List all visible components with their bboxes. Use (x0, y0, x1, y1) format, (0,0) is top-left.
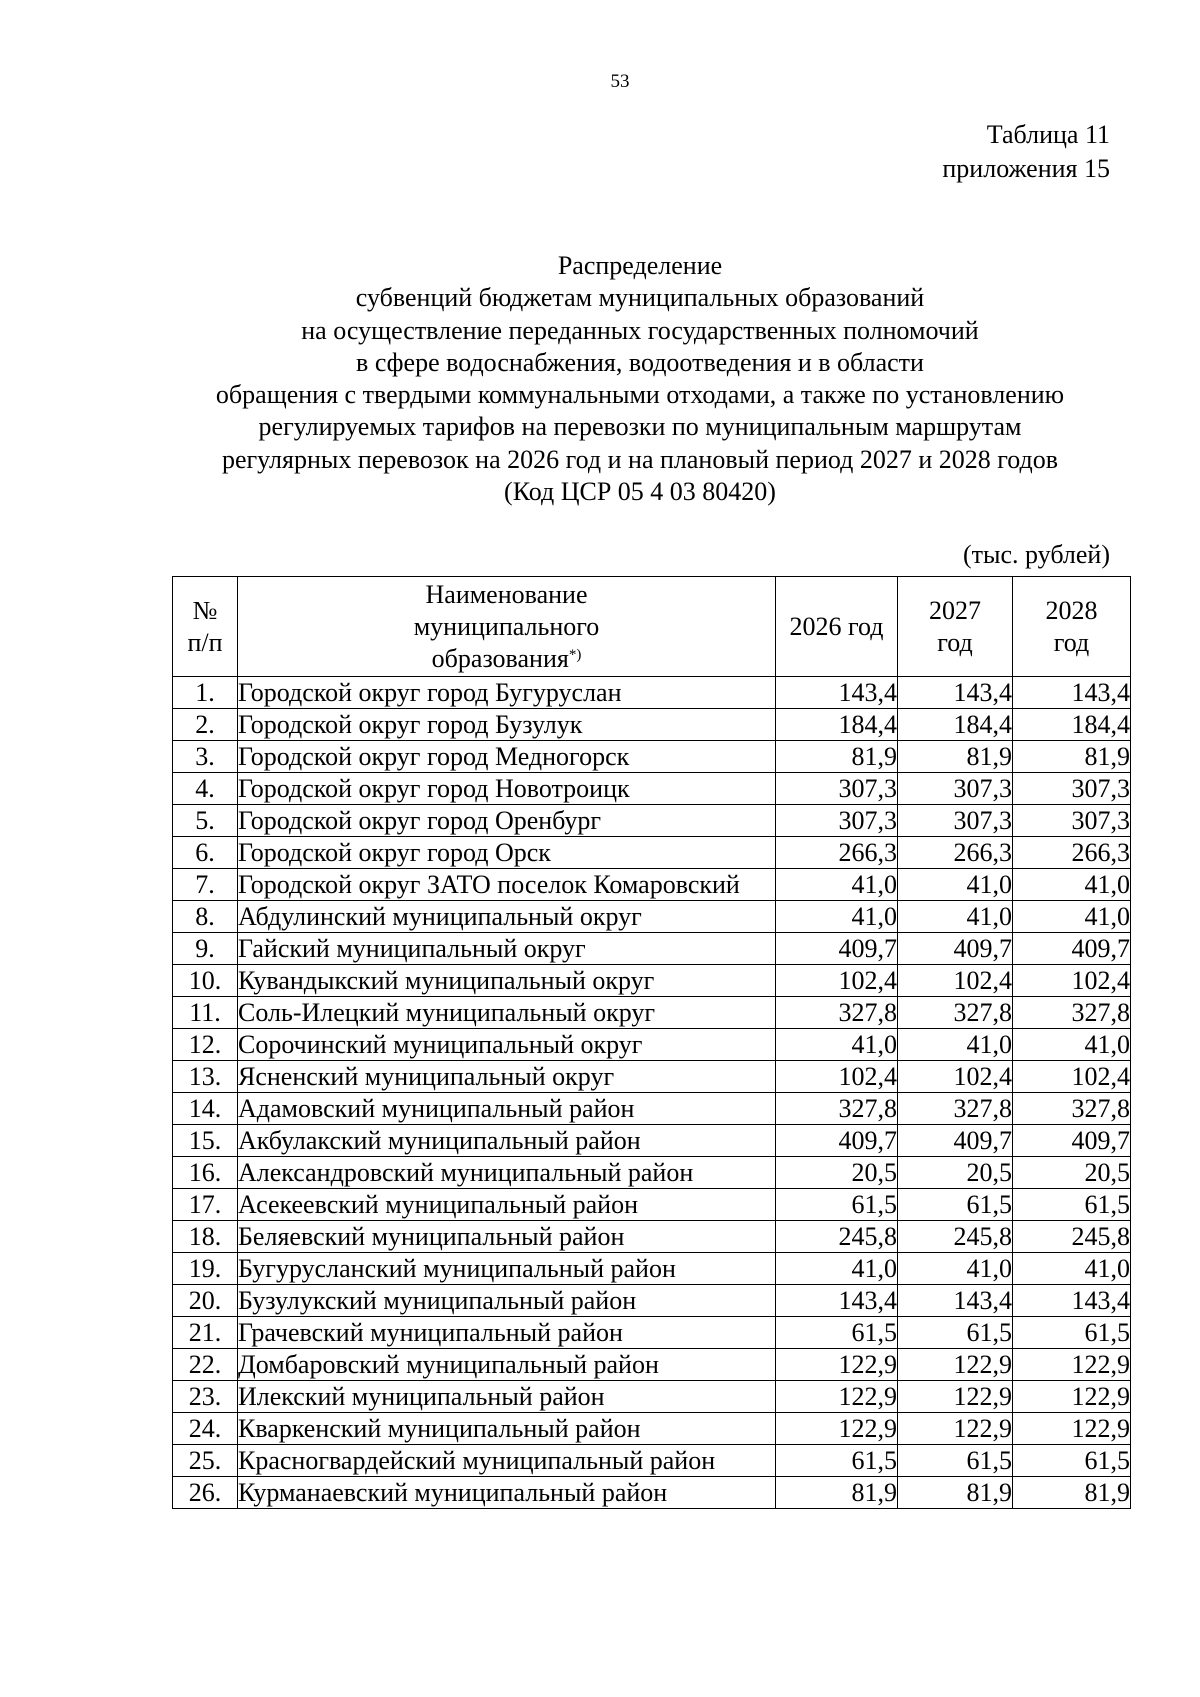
header-name: Наименование муниципального образования*) (238, 577, 776, 677)
table-row (173, 1189, 1131, 1221)
row-number: 7. (173, 869, 238, 901)
table-row (173, 1381, 1131, 1413)
municipality-name: Соль-Илецкий муниципальный округ (238, 997, 776, 1029)
value-2026: 307,3 (776, 773, 898, 805)
value-2026: 184,4 (776, 709, 898, 741)
table-row (173, 965, 1131, 997)
value-2028: 307,3 (1013, 773, 1131, 805)
title-line: в сфере водоснабжения, водоотведения и в области (356, 347, 924, 377)
value-2028: 327,8 (1013, 997, 1131, 1029)
subvention-table (172, 576, 1131, 1509)
value-2026: 102,4 (776, 965, 898, 997)
document-title (60, 250, 1200, 508)
table-row (173, 1061, 1131, 1093)
row-number: 10. (173, 965, 238, 997)
table-row (173, 1029, 1131, 1061)
table-row (173, 933, 1131, 965)
row-number: 19. (173, 1253, 238, 1285)
value-2026: 307,3 (776, 805, 898, 837)
municipality-name: Городской округ город Орск (238, 837, 776, 869)
table-row (173, 837, 1131, 869)
row-number: 21. (173, 1317, 238, 1349)
table-row (173, 869, 1131, 901)
value-2028: 61,5 (1013, 1445, 1131, 1477)
row-number: 3. (173, 741, 238, 773)
table-row (173, 1221, 1131, 1253)
value-2026: 409,7 (776, 1125, 898, 1157)
value-2027: 102,4 (898, 1061, 1013, 1093)
table-row (173, 1477, 1131, 1509)
table-row (173, 773, 1131, 805)
table-row (173, 1285, 1131, 1317)
row-number: 17. (173, 1189, 238, 1221)
value-2028: 409,7 (1013, 933, 1131, 965)
municipality-name: Абдулинский муниципальный округ (238, 901, 776, 933)
municipality-name: Акбулакский муниципальный район (238, 1125, 776, 1157)
value-2028: 20,5 (1013, 1157, 1131, 1189)
value-2028: 61,5 (1013, 1317, 1131, 1349)
row-number: 18. (173, 1221, 238, 1253)
table-row (173, 805, 1131, 837)
table-body (173, 677, 1131, 1509)
table-row (173, 997, 1131, 1029)
table-row (173, 1317, 1131, 1349)
table-row (173, 1445, 1131, 1477)
value-2028: 122,9 (1013, 1381, 1131, 1413)
header-2028: 2028 год (1013, 577, 1131, 677)
municipality-name: Городской округ город Оренбург (238, 805, 776, 837)
value-2026: 143,4 (776, 677, 898, 709)
value-2028: 102,4 (1013, 965, 1131, 997)
title-line: регулируемых тарифов на перевозки по муниципальным маршрутам (258, 412, 1022, 442)
table-row (173, 1157, 1131, 1189)
row-number: 9. (173, 933, 238, 965)
municipality-name: Александровский муниципальный район (238, 1157, 776, 1189)
table-row (173, 1093, 1131, 1125)
row-number: 24. (173, 1413, 238, 1445)
municipality-name: Гайский муниципальный округ (238, 933, 776, 965)
municipality-name: Красногвардейский муниципальный район (238, 1445, 776, 1477)
value-2026: 41,0 (776, 869, 898, 901)
value-2028: 81,9 (1013, 741, 1131, 773)
municipality-name: Сорочинский муниципальный округ (238, 1029, 776, 1061)
value-2027: 61,5 (898, 1317, 1013, 1349)
value-2026: 41,0 (776, 1029, 898, 1061)
value-2026: 20,5 (776, 1157, 898, 1189)
value-2027: 245,8 (898, 1221, 1013, 1253)
value-2028: 41,0 (1013, 869, 1131, 901)
table-row (173, 1413, 1131, 1445)
municipality-name: Городской округ город Новотроицк (238, 773, 776, 805)
municipality-name: Адамовский муниципальный район (238, 1093, 776, 1125)
value-2027: 307,3 (898, 805, 1013, 837)
value-2028: 245,8 (1013, 1221, 1131, 1253)
value-2028: 122,9 (1013, 1413, 1131, 1445)
table-row (173, 677, 1131, 709)
table-row (173, 1125, 1131, 1157)
value-2027: 266,3 (898, 837, 1013, 869)
value-2027: 122,9 (898, 1381, 1013, 1413)
value-2027: 102,4 (898, 965, 1013, 997)
municipality-name: Городской округ ЗАТО поселок Комаровский (238, 869, 776, 901)
row-number: 23. (173, 1381, 238, 1413)
municipality-name: Бузулукский муниципальный район (238, 1285, 776, 1317)
page-number: 53 (610, 71, 630, 92)
value-2028: 81,9 (1013, 1477, 1131, 1509)
value-2028: 307,3 (1013, 805, 1131, 837)
municipality-name: Асекеевский муниципальный район (238, 1189, 776, 1221)
value-2028: 266,3 (1013, 837, 1131, 869)
row-number: 6. (173, 837, 238, 869)
value-2028: 143,4 (1013, 1285, 1131, 1317)
row-number: 16. (173, 1157, 238, 1189)
value-2027: 41,0 (898, 1029, 1013, 1061)
value-2028: 41,0 (1013, 1029, 1131, 1061)
row-number: 20. (173, 1285, 238, 1317)
units-label: (тыс. рублей) (962, 540, 1110, 569)
value-2027: 61,5 (898, 1189, 1013, 1221)
municipality-name: Городской округ город Медногорск (238, 741, 776, 773)
row-number: 14. (173, 1093, 238, 1125)
value-2027: 143,4 (898, 677, 1013, 709)
table-row (173, 741, 1131, 773)
value-2028: 143,4 (1013, 677, 1131, 709)
value-2027: 143,4 (898, 1285, 1013, 1317)
header-2026: 2026 год (776, 577, 898, 677)
table-row (173, 901, 1131, 933)
value-2027: 20,5 (898, 1157, 1013, 1189)
value-2026: 81,9 (776, 1477, 898, 1509)
row-number: 12. (173, 1029, 238, 1061)
municipality-name: Грачевский муниципальный район (238, 1317, 776, 1349)
row-number: 2. (173, 709, 238, 741)
value-2027: 81,9 (898, 1477, 1013, 1509)
value-2027: 81,9 (898, 741, 1013, 773)
title-line: (Код ЦСР 05 4 03 80420) (504, 477, 776, 507)
value-2026: 409,7 (776, 933, 898, 965)
row-number: 26. (173, 1477, 238, 1509)
value-2028: 41,0 (1013, 901, 1131, 933)
value-2026: 81,9 (776, 741, 898, 773)
table-row (173, 1349, 1131, 1381)
appendix-reference (942, 118, 1110, 186)
value-2026: 122,9 (776, 1381, 898, 1413)
header-number: № п/п (173, 577, 238, 677)
municipality-name: Городской округ город Бугуруслан (238, 677, 776, 709)
municipality-name: Кваркенский муниципальный район (238, 1413, 776, 1445)
value-2026: 266,3 (776, 837, 898, 869)
value-2026: 245,8 (776, 1221, 898, 1253)
row-number: 25. (173, 1445, 238, 1477)
value-2026: 327,8 (776, 1093, 898, 1125)
value-2028: 41,0 (1013, 1253, 1131, 1285)
value-2028: 102,4 (1013, 1061, 1131, 1093)
value-2027: 409,7 (898, 1125, 1013, 1157)
title-line: на осуществление переданных государственных полномочий (301, 315, 979, 345)
value-2027: 307,3 (898, 773, 1013, 805)
municipality-name: Ясненский муниципальный округ (238, 1061, 776, 1093)
value-2027: 41,0 (898, 869, 1013, 901)
value-2027: 41,0 (898, 901, 1013, 933)
value-2027: 327,8 (898, 1093, 1013, 1125)
footnote-mark: *) (568, 646, 582, 663)
value-2026: 122,9 (776, 1349, 898, 1381)
value-2027: 41,0 (898, 1253, 1013, 1285)
value-2028: 409,7 (1013, 1125, 1131, 1157)
table-row (173, 709, 1131, 741)
value-2028: 327,8 (1013, 1093, 1131, 1125)
value-2027: 122,9 (898, 1349, 1013, 1381)
table-row (173, 1253, 1131, 1285)
municipality-name: Кувандыкский муниципальный округ (238, 965, 776, 997)
municipality-name: Беляевский муниципальный район (238, 1221, 776, 1253)
value-2026: 41,0 (776, 901, 898, 933)
row-number: 5. (173, 805, 238, 837)
value-2026: 61,5 (776, 1445, 898, 1477)
value-2028: 184,4 (1013, 709, 1131, 741)
municipality-name: Городской округ город Бузулук (238, 709, 776, 741)
value-2026: 61,5 (776, 1189, 898, 1221)
row-number: 4. (173, 773, 238, 805)
row-number: 22. (173, 1349, 238, 1381)
row-number: 13. (173, 1061, 238, 1093)
row-number: 15. (173, 1125, 238, 1157)
value-2027: 122,9 (898, 1413, 1013, 1445)
row-number: 8. (173, 901, 238, 933)
value-2026: 102,4 (776, 1061, 898, 1093)
municipality-name: Бугурусланский муниципальный район (238, 1253, 776, 1285)
row-number: 11. (173, 997, 238, 1029)
value-2026: 143,4 (776, 1285, 898, 1317)
value-2027: 327,8 (898, 997, 1013, 1029)
value-2027: 61,5 (898, 1445, 1013, 1477)
value-2027: 184,4 (898, 709, 1013, 741)
value-2026: 61,5 (776, 1317, 898, 1349)
table-header-row (173, 577, 1131, 677)
value-2028: 122,9 (1013, 1349, 1131, 1381)
value-2026: 122,9 (776, 1413, 898, 1445)
header-2027: 2027 год (898, 577, 1013, 677)
value-2026: 41,0 (776, 1253, 898, 1285)
title-line: обращения с твердыми коммунальными отходами, а также по установлению (215, 380, 1065, 410)
municipality-name: Курманаевский муниципальный район (238, 1477, 776, 1509)
title-line: Распределение (557, 251, 723, 280)
row-number: 1. (173, 677, 238, 709)
municipality-name: Домбаровский муниципальный район (238, 1349, 776, 1381)
value-2028: 61,5 (1013, 1189, 1131, 1221)
table-label: Таблица 11 (986, 120, 1110, 149)
title-line: субвенций бюджетам муниципальных образований (355, 283, 925, 313)
value-2026: 327,8 (776, 997, 898, 1029)
title-line: регулярных перевозок на 2026 год и на плановый период 2027 и 2028 годов (221, 444, 1059, 474)
appendix-label: приложения 15 (942, 154, 1110, 183)
municipality-name: Илекский муниципальный район (238, 1381, 776, 1413)
value-2027: 409,7 (898, 933, 1013, 965)
